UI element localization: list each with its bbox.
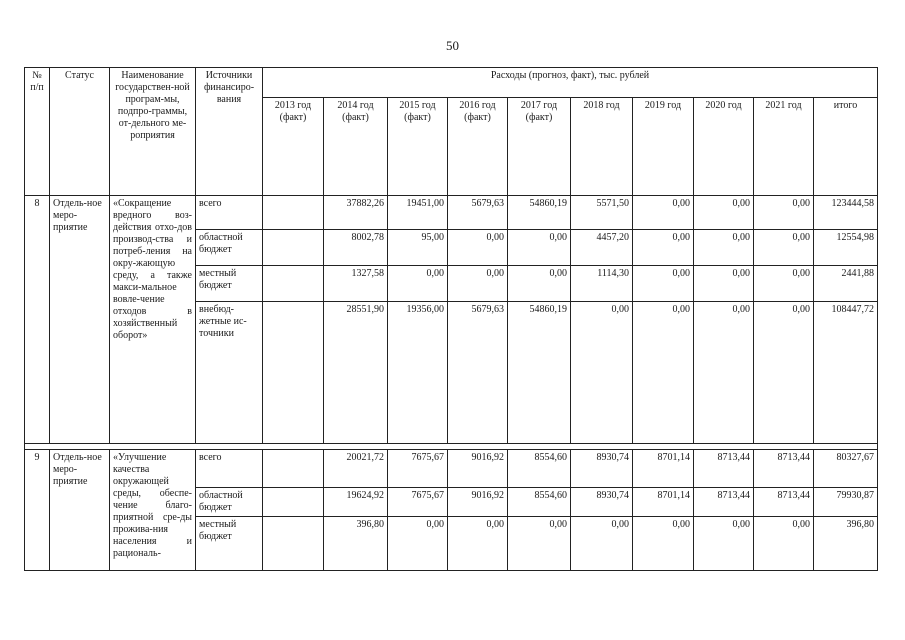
value-cell: 7675,67	[388, 488, 448, 517]
value-cell	[263, 517, 324, 571]
value-cell: 8554,60	[508, 488, 571, 517]
budget-table	[24, 67, 878, 571]
value-cell: 4457,20	[571, 230, 633, 266]
source-label: местный бюджет	[196, 266, 263, 302]
header-name: Наименование государствен-ной програм-мы, подпро-граммы, от-дельного ме-роприятия	[110, 68, 196, 196]
value-cell: 19451,00	[388, 196, 448, 230]
total-cell: 123444,58	[814, 196, 878, 230]
value-cell	[263, 230, 324, 266]
header-no: № п/п	[25, 68, 50, 196]
value-cell: 8930,74	[571, 488, 633, 517]
value-cell	[263, 450, 324, 488]
value-cell: 5571,50	[571, 196, 633, 230]
header-year: 2019 год	[633, 98, 694, 196]
header-year: 2016 год (факт)	[448, 98, 508, 196]
table-row	[25, 450, 878, 488]
value-cell: 0,00	[633, 196, 694, 230]
value-cell: 5679,63	[448, 196, 508, 230]
value-cell: 95,00	[388, 230, 448, 266]
value-cell: 0,00	[754, 302, 814, 444]
value-cell: 0,00	[388, 266, 448, 302]
total-cell: 2441,88	[814, 266, 878, 302]
value-cell: 0,00	[508, 266, 571, 302]
value-cell: 8713,44	[694, 488, 754, 517]
value-cell	[263, 196, 324, 230]
value-cell: 0,00	[388, 517, 448, 571]
value-cell: 8701,14	[633, 488, 694, 517]
total-cell: 80327,67	[814, 450, 878, 488]
value-cell: 19624,92	[324, 488, 388, 517]
value-cell: 1114,30	[571, 266, 633, 302]
page-number: 50	[446, 38, 459, 53]
value-cell: 0,00	[754, 266, 814, 302]
value-cell: 0,00	[508, 517, 571, 571]
value-cell: 8930,74	[571, 450, 633, 488]
value-cell: 9016,92	[448, 488, 508, 517]
value-cell: 8713,44	[694, 450, 754, 488]
header-year: 2020 год	[694, 98, 754, 196]
header-year: 2014 год (факт)	[324, 98, 388, 196]
value-cell: 54860,19	[508, 196, 571, 230]
value-cell: 8554,60	[508, 450, 571, 488]
row-number: 9	[25, 450, 50, 571]
value-cell: 0,00	[571, 302, 633, 444]
value-cell: 0,00	[694, 196, 754, 230]
source-label: местный бюджет	[196, 517, 263, 571]
value-cell: 0,00	[754, 196, 814, 230]
value-cell: 0,00	[633, 302, 694, 444]
source-label: внебюд-жетные ис-точники	[196, 302, 263, 444]
value-cell: 0,00	[694, 517, 754, 571]
value-cell: 5679,63	[448, 302, 508, 444]
value-cell: 8713,44	[754, 488, 814, 517]
value-cell: 20021,72	[324, 450, 388, 488]
value-cell: 0,00	[694, 302, 754, 444]
source-label: областной бюджет	[196, 488, 263, 517]
header-year: 2013 год (факт)	[263, 98, 324, 196]
value-cell: 1327,58	[324, 266, 388, 302]
header-total: итого	[814, 98, 878, 196]
value-cell: 0,00	[448, 266, 508, 302]
total-cell: 108447,72	[814, 302, 878, 444]
value-cell: 37882,26	[324, 196, 388, 230]
row-name: «Улучшение качества окружающей среды, обеспе-чение благо-приятной сре-ды прожива-ния населения и рациональ-	[110, 450, 196, 571]
row-status: Отдель-ное меро-приятие	[50, 450, 110, 571]
header-year: 2015 год (факт)	[388, 98, 448, 196]
value-cell: 54860,19	[508, 302, 571, 444]
header-year: 2017 год (факт)	[508, 98, 571, 196]
total-cell: 12554,98	[814, 230, 878, 266]
total-cell: 79930,87	[814, 488, 878, 517]
source-label: всего	[196, 450, 263, 488]
value-cell: 9016,92	[448, 450, 508, 488]
row-status: Отдель-ное меро-приятие	[50, 196, 110, 444]
value-cell: 28551,90	[324, 302, 388, 444]
row-number: 8	[25, 196, 50, 444]
value-cell: 0,00	[694, 230, 754, 266]
value-cell: 0,00	[694, 266, 754, 302]
row-name: «Сокращение вредного воз-действия отхо-дов производ-ства и потреб-ления на окру-жающую среду, а также макси-мальное вовле-чение отходов в хозяйственный оборот»	[110, 196, 196, 444]
value-cell: 396,80	[324, 517, 388, 571]
header-expenses: Расходы (прогноз, факт), тыс. рублей	[263, 68, 878, 98]
value-cell: 8002,78	[324, 230, 388, 266]
source-label: областной бюджет	[196, 230, 263, 266]
value-cell: 8713,44	[754, 450, 814, 488]
value-cell: 0,00	[754, 230, 814, 266]
value-cell: 0,00	[448, 517, 508, 571]
value-cell: 0,00	[754, 517, 814, 571]
header-status: Статус	[50, 68, 110, 196]
value-cell: 8701,14	[633, 450, 694, 488]
value-cell	[263, 266, 324, 302]
value-cell: 0,00	[508, 230, 571, 266]
header-year: 2021 год	[754, 98, 814, 196]
total-cell: 396,80	[814, 517, 878, 571]
value-cell	[263, 302, 324, 444]
value-cell: 0,00	[448, 230, 508, 266]
value-cell	[263, 488, 324, 517]
table-row	[25, 196, 878, 230]
value-cell: 19356,00	[388, 302, 448, 444]
value-cell: 0,00	[633, 517, 694, 571]
value-cell: 0,00	[571, 517, 633, 571]
value-cell: 7675,67	[388, 450, 448, 488]
header-sources: Источники финансиро-вания	[196, 68, 263, 196]
header-year: 2018 год	[571, 98, 633, 196]
value-cell: 0,00	[633, 266, 694, 302]
source-label: всего	[196, 196, 263, 230]
value-cell: 0,00	[633, 230, 694, 266]
